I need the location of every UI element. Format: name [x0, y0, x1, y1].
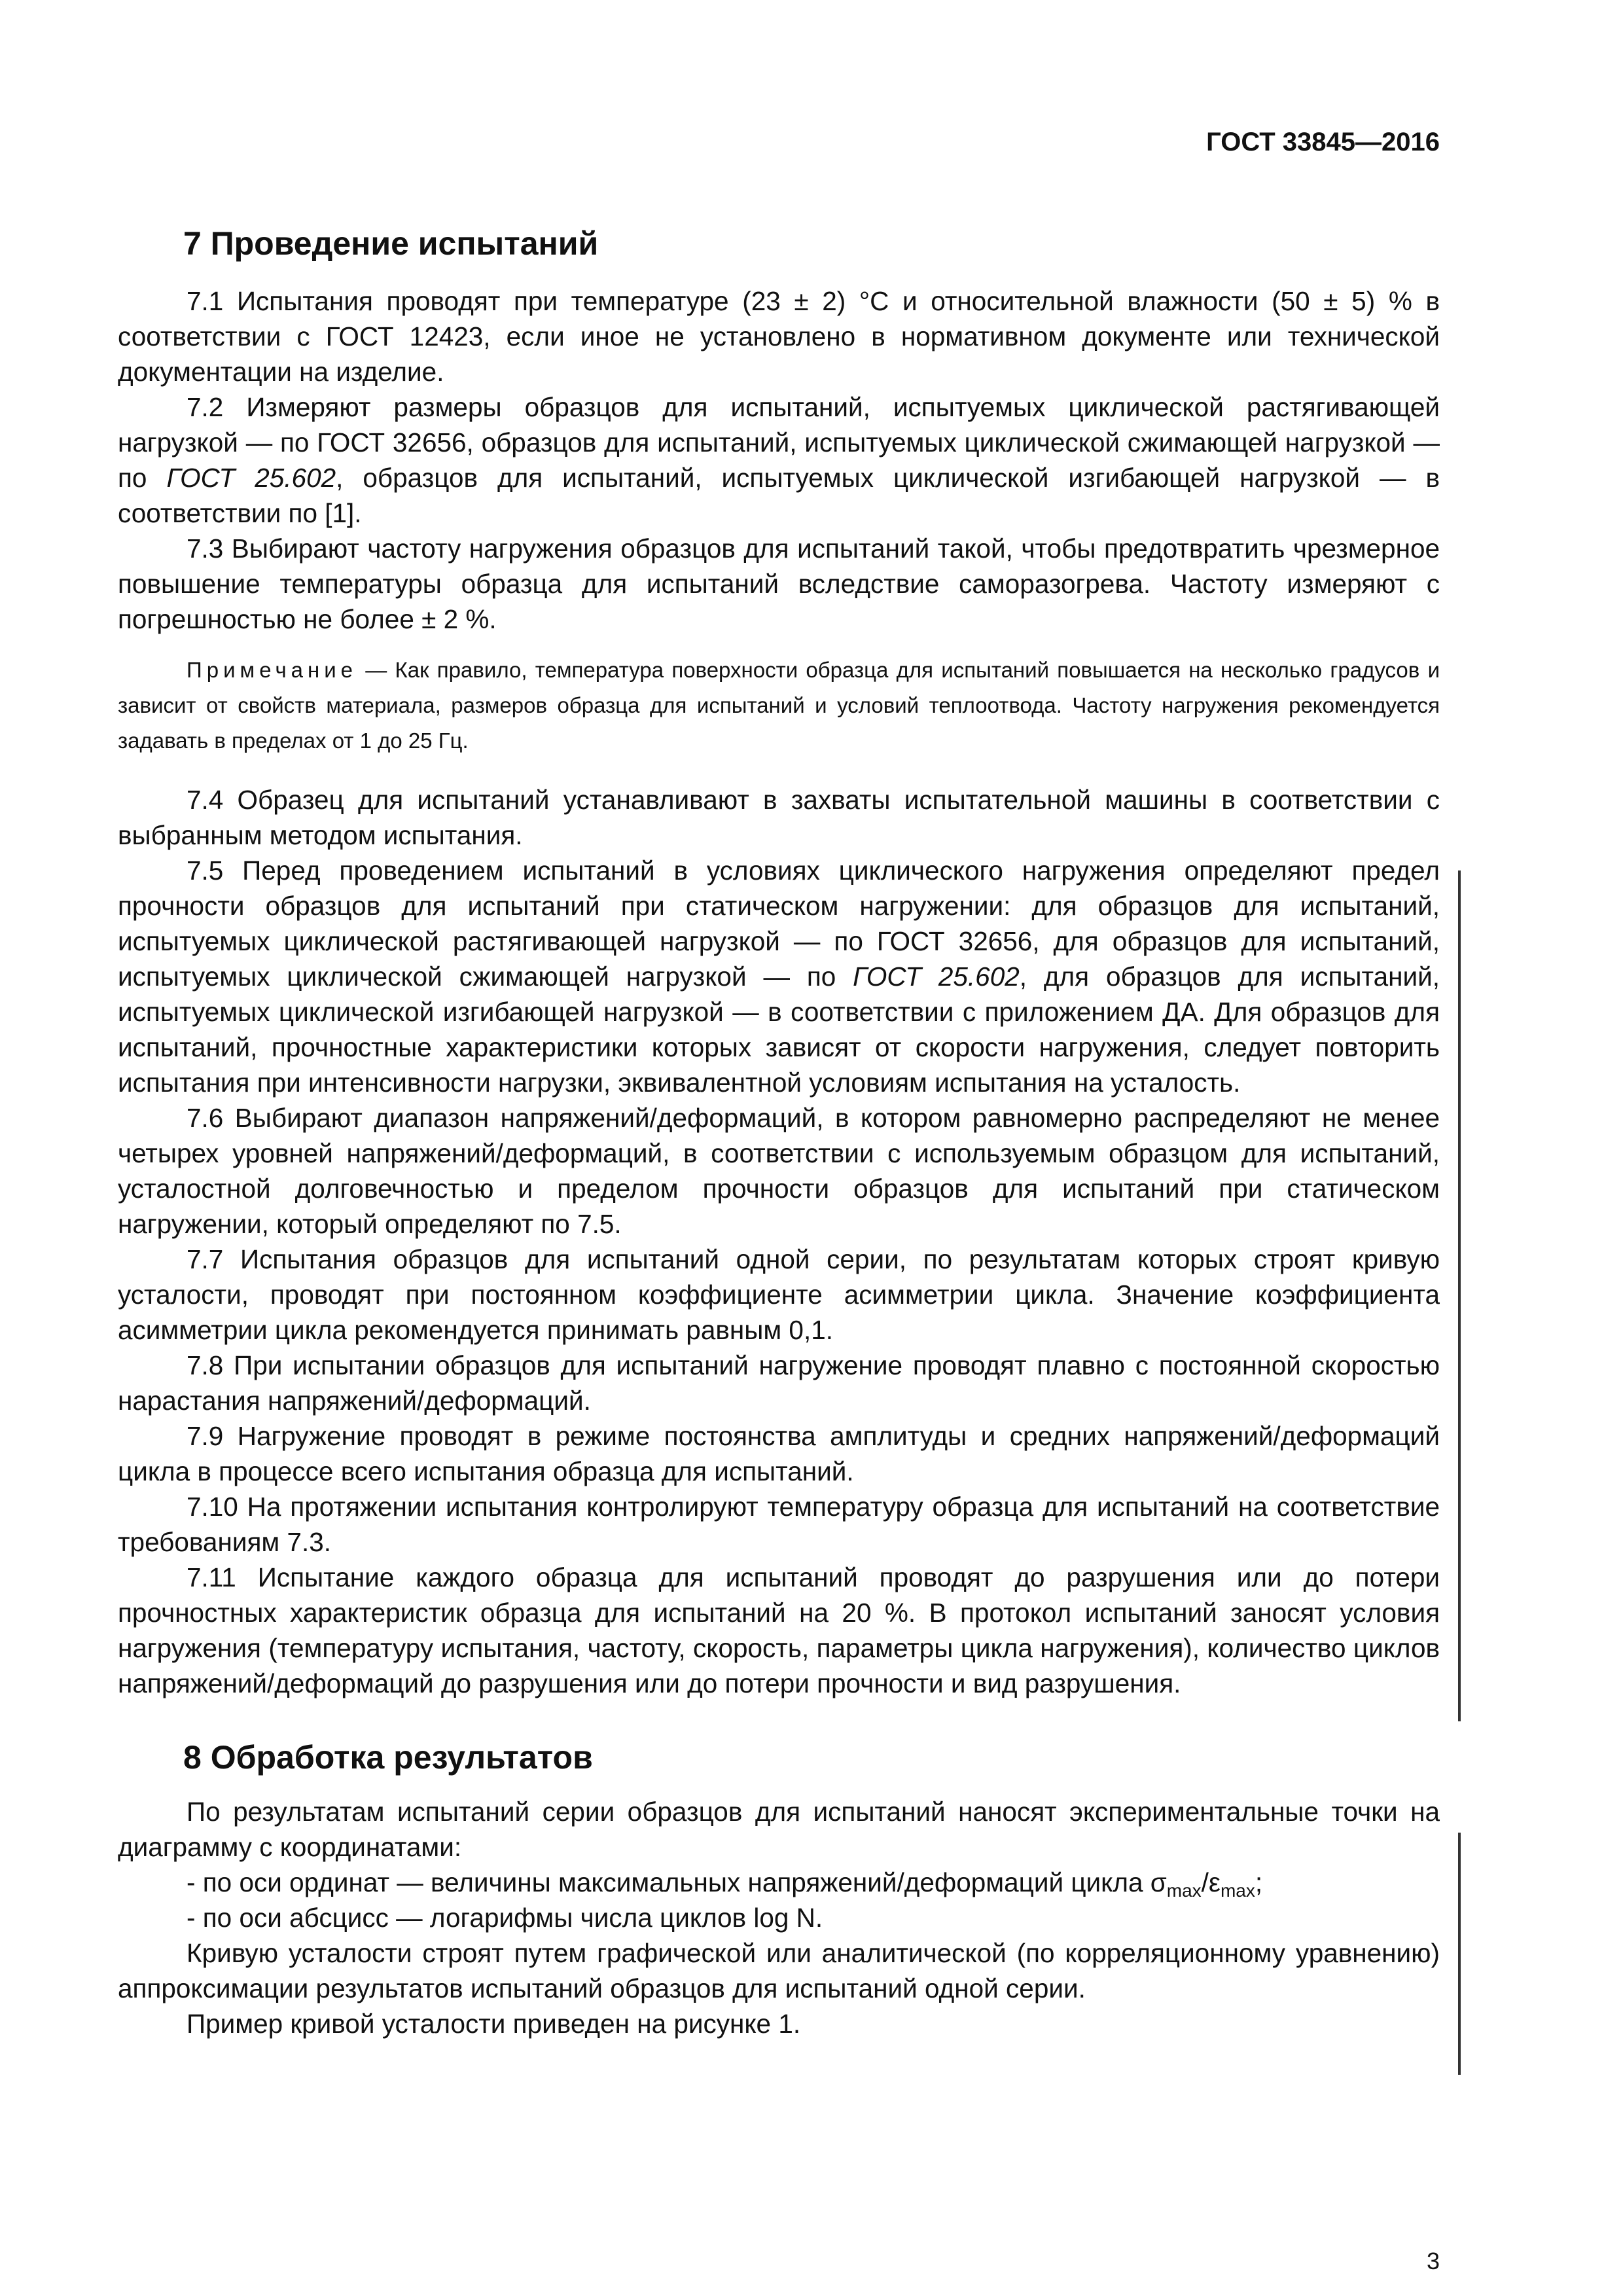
section-7-title: 7 Проведение испытаний: [183, 225, 599, 262]
page-number: 3: [1426, 2248, 1440, 2274]
paragraph-8-intro: По результатам испытаний серии образцов для испытаний наносят экспериментальные точки на диаграмму с координатами:: [118, 1797, 1440, 1862]
paragraph-7-10: 7.10 На протяжении испытания контролируют температуру образца для испытаний на соответствие требованиям 7.3.: [118, 1492, 1440, 1557]
paragraph-7-8: 7.8 При испытании образцов для испытаний нагружение проводят плавно с постоянной скоростью нарастания напряжений/деформаций.: [118, 1350, 1440, 1416]
paragraph-7-6: 7.6 Выбирают диапазон напряжений/деформаций, в котором равномерно распределяют не менее четырех уровней напряжений/деформаций, в соответствии с используемым образцом для испытаний, усталостной долговечностью и пределом прочности образцов для испытаний при статическом нагружении, который определяют по 7.5.: [118, 1103, 1440, 1239]
change-bar-section-7: [1458, 870, 1461, 1721]
paragraph-8-curve: Кривую усталости строят путем графической или аналитической (по корреляционному уравнению) аппроксимации результатов испытаний образцов для испытаний одной серии.: [118, 1938, 1440, 2003]
list-item-abscissa: - по оси абсцисс — логарифмы числа циклов log N.: [187, 1903, 823, 1933]
section-7-body: [118, 283, 1440, 2041]
paragraph-7-11: 7.11 Испытание каждого образца для испытаний проводят до разрушения или до потери прочностных характеристик образца для испытаний на 20 %. В протокол испытаний заносят условия нагружения (температуру испытания, частоту, скорость, параметры цикла нагружения), количество циклов напряжений/деформаций до разрушения или до потери прочности и вид разрушения.: [118, 1562, 1440, 1698]
paragraph-7-3: 7.3 Выбирают частоту нагружения образцов для испытаний такой, чтобы предотвратить чрезмерное повышение температуры образца для испытаний вследствие саморазогрева. Частоту измеряют с погрешностью не более ± 2 %.: [118, 533, 1440, 634]
change-bar-section-8: [1458, 1833, 1461, 2075]
note-label: Примечание: [187, 658, 358, 682]
section-8-title: 8 Обработка результатов: [183, 1739, 593, 1776]
paragraph-7-1: 7.1 Испытания проводят при температуре (23 ± 2) °С и относительной влажности (50 ± 5) % в соответствии с ГОСТ 12423, если иное не установлено в нормативном документе или технической документации на изделие.: [118, 286, 1440, 387]
paragraph-7-5: 7.5 Перед проведением испытаний в условиях циклического нагружения определяют предел прочности образцов для испытаний при статическом нагружении: для образцов для испытаний, испытуемых циклической растягивающей нагрузкой — по ГОСТ 32656, для образцов для испытаний, испытуемых циклической сжимающей нагрузкой — по ГОСТ 25.602, для образцов для испытаний, испытуемых циклической изгибающей нагрузкой — в соответствии с приложением ДА. Для образцов для испытаний, прочностные характеристики которых зависят от скорости нагружения, следует повторить испытания при интенсивности нагрузки, эквивалентной условиям испытания на усталость.: [118, 855, 1440, 1098]
paragraph-7-9: 7.9 Нагружение проводят в режиме постоянства амплитуды и средних напряжений/деформаций цикла в процессе всего испытания образца для испытаний.: [118, 1421, 1440, 1486]
list-item-ordinate: - по оси ординат — величины максимальных напряжений/деформаций цикла $\sigma_{max}/\varepsilon_{max}$;: [187, 1867, 1263, 1901]
note-text: — Как правило, температура поверхности образца для испытаний повышается на несколько градусов и зависит от свойств материала, размеров образца для испытаний и условий теплоотвода. Частоту нагружения рекомендуется задавать в пределах от 1 до 25 Гц.: [118, 658, 1440, 753]
paragraph-7-7: 7.7 Испытания образцов для испытаний одной серии, по результатам которых строят кривую усталости, проводят при постоянном коэффициенте асимметрии цикла. Значение коэффициента асимметрии цикла рекомендуется принимать равным 0,1.: [118, 1244, 1440, 1345]
paragraph-7-2: 7.2 Измеряют размеры образцов для испытаний, испытуемых циклической растягивающей нагрузкой — по ГОСТ 32656, образцов для испытаний, испытуемых циклической сжимающей нагрузкой — по ГОСТ 25.602, образцов для испытаний, испытуемых циклической изгибающей нагрузкой — в соответствии по [1].: [118, 392, 1440, 528]
paragraph-7-4: 7.4 Образец для испытаний устанавливают в захваты испытательной машины в соответствии с выбранным методом испытания.: [118, 785, 1440, 850]
document-header: ГОСТ 33845—2016: [1206, 128, 1440, 156]
paragraph-8-figure-ref: Пример кривой усталости приведен на рисунке 1.: [187, 2009, 801, 2039]
note: [118, 653, 1440, 759]
